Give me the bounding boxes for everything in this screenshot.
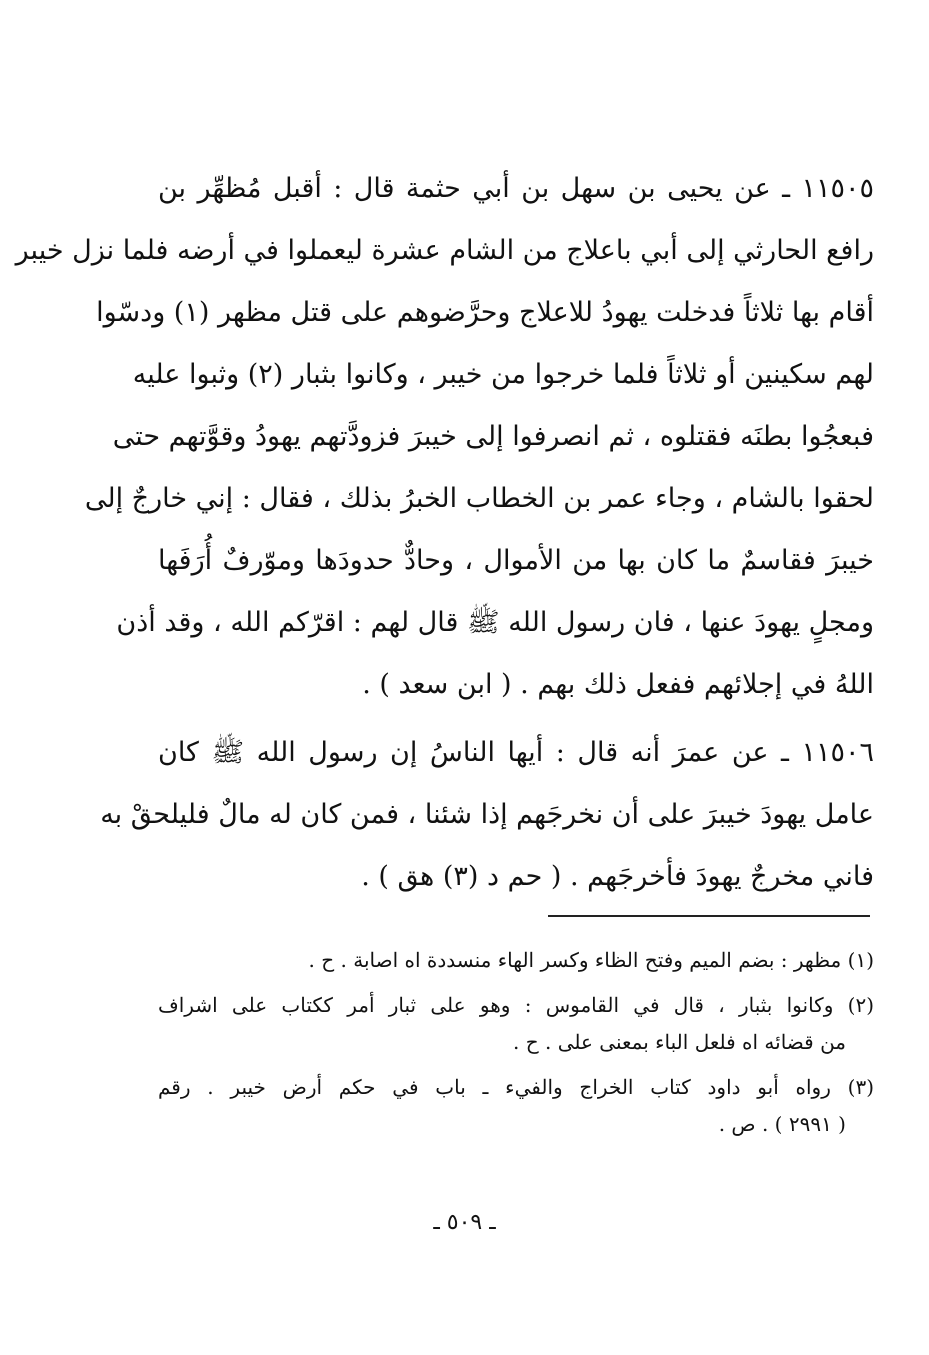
footnote-3-continued: ( ٢٩٩١ ) . ص .: [718, 1112, 846, 1136]
text-line: أقام بها ثلاثاً فدخلت يهودُ للاعلاج وحرَّضوهم على قتل مظهر (١) ودسّوا: [96, 297, 874, 328]
page-number: ـ ٥٠٩ ـ: [433, 1210, 496, 1235]
text-line: لهم سكينين أو ثلاثاً فلما خرجوا من خيبر ، وكانوا بثبار (٢) وثبوا عليه: [132, 359, 874, 390]
footnote-2-continued: من قضائه اه فلعل الباء بمعنى على . ح .: [513, 1030, 846, 1054]
text-line: خيبرَ فقاسمٌ ما كان بها من الأموال ، وحادٌّ حدودَها وموّرفٌ أُرَفَها: [158, 545, 874, 576]
footnote-1: (١) مظهر : بضم الميم وفتح الظاء وكسر الهاء منسددة اه اصابة . ح .: [308, 948, 874, 972]
hadith-11506: [100, 722, 874, 908]
text-line: ١١٥٠٦ ـ عن عمرَ أنه قال : أيها الناسُ إن رسول الله ﷺ كان: [158, 737, 874, 768]
text-line: لحقوا بالشام ، وجاء عمر بن الخطاب الخبرُ بذلك ، فقال : إني خارجٌ إلى: [84, 483, 874, 514]
text-line: ١١٥٠٥ ـ عن يحيى بن سهل بن أبي حثمة قال : أقبل مُظهِّر بن: [158, 173, 874, 204]
text-line: ومجلٍ يهودَ عنها ، فان رسول الله ﷺ قال لهم : اقرّكم الله ، وقد أذن: [116, 607, 874, 638]
footnote-divider: [548, 915, 870, 917]
footnotes: [158, 942, 874, 1143]
text-line: فاني مخرجٌ يهودَ فأخرجَهم . ( حم د (٣) هق ) .: [361, 861, 874, 892]
footnote-2: (٢) وكانوا بثبار ، قال في القاموس : وهو على ثبار أمر ككتاب على اشراف: [158, 993, 874, 1017]
text-line: عامل يهودَ خيبرَ على أن نخرجَهم إذا شئنا ، فمن كان له مالٌ فليلحقْ به: [100, 799, 874, 830]
text-line: فبعجُوا بطنَه فقتلوه ، ثم انصرفوا إلى خيبرَ فزودَّتهم يهودُ وقوَّتهم حتى: [112, 421, 874, 452]
hadith-11505: [15, 158, 874, 716]
text-line: رافع الحارثي إلى أبي باعلاج من الشام عشرة ليعملوا في أرضه فلما نزل خيبر: [15, 235, 874, 266]
footnote-3: (٣) رواه أبو داود كتاب الخراج والفيء ـ باب في حكم أرض خيبر . رقم: [158, 1075, 874, 1099]
text-line: اللهُ في إجلائهم ففعل ذلك بهم . ( ابن سعد ) .: [362, 669, 874, 700]
